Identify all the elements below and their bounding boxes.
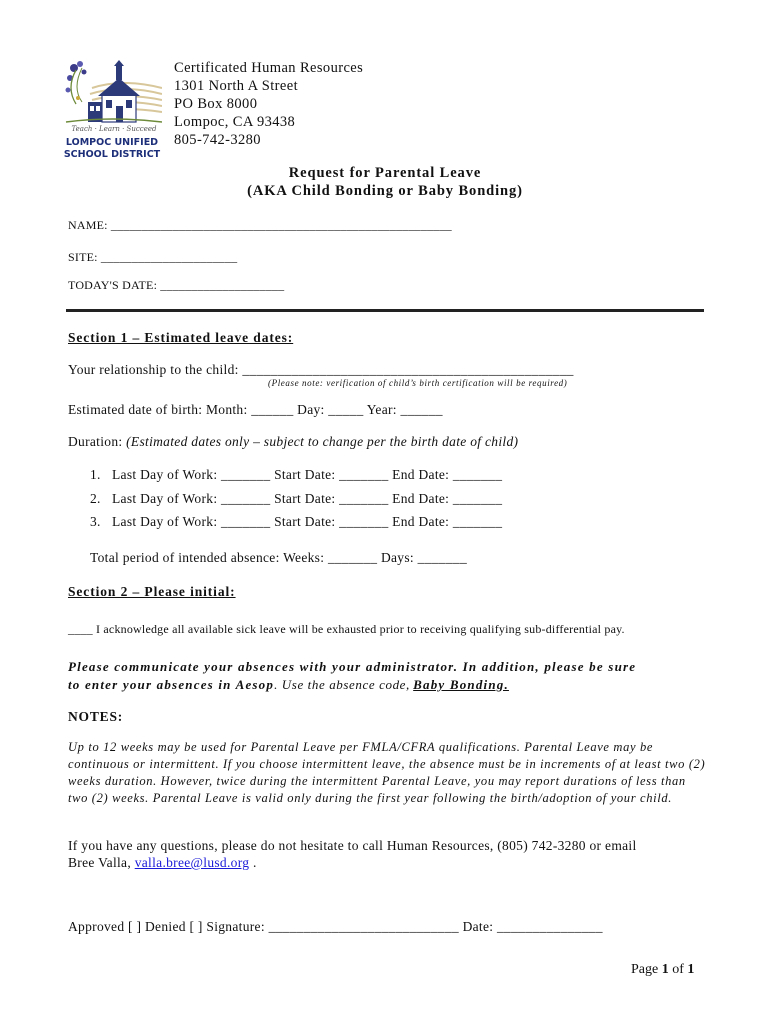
todays-date-field[interactable]: TODAY'S DATE: ____________________ <box>68 278 285 292</box>
instruction-plain: . Use the absence code, <box>274 677 410 692</box>
contact-name: Bree Valla, <box>68 855 135 870</box>
page-number: 1 <box>661 962 669 977</box>
relationship-note: (Please note: verification of child’s birth certification will be required) <box>268 378 568 388</box>
item-text: Last Day of Work: _______ Start Date: _______ End Date: _______ <box>112 491 503 506</box>
absence-code: Baby Bonding. <box>413 677 509 692</box>
form-title: Request for Parental Leave <box>288 165 482 181</box>
site-field[interactable]: SITE: ______________________ <box>68 250 238 264</box>
email-link[interactable]: valla.bree@lusd.org <box>134 855 250 870</box>
duration-note: (Estimated dates only – subject to change per the birth date of child) <box>126 434 519 449</box>
address-line: 805-742-3280 <box>174 132 261 148</box>
notes-body: Up to 12 weeks may be used for Parental Leave per FMLA/CFRA qualifications. Parental Leave may be continuous or intermittent. If you choose intermittent leave, the absence must be in increments of at least two (2) weeks duration. However, twice during the intermittent Parental Leave, you may report durations of less than two (2) weeks. Parental Leave is valid only during the first year following the birth/adoption of your child. <box>68 740 706 805</box>
item-number: 3. <box>90 514 101 529</box>
address-block <box>174 59 363 149</box>
contact-line2 <box>68 855 257 871</box>
acknowledge-initial-field[interactable]: ____ I acknowledge all available sick leave will be exhausted prior to receiving qualifying sub-differential pay. <box>68 622 625 636</box>
page-total: 1 <box>687 962 695 977</box>
leave-period-row[interactable] <box>90 491 502 507</box>
instruction-line2 <box>68 677 509 693</box>
birth-date-field[interactable]: Estimated date of birth: Month: ______ Day: _____ Year: ______ <box>68 402 443 417</box>
item-text: Last Day of Work: _______ Start Date: _______ End Date: _______ <box>112 514 503 529</box>
leave-period-row[interactable] <box>90 514 502 530</box>
item-text: Last Day of Work: _______ Start Date: _______ End Date: _______ <box>112 467 503 482</box>
notes-heading: NOTES: <box>68 709 124 724</box>
district-logo <box>62 58 162 170</box>
contact-line1: If you have any questions, please do not hesitate to call Human Resources, (805) 742-3280 or email <box>68 838 637 853</box>
relationship-field[interactable]: Your relationship to the child: _______________________________________________ <box>68 362 574 377</box>
duration-label: Duration: <box>68 434 127 449</box>
form-subtitle: (AKA Child Bonding or Baby Bonding) <box>247 183 523 199</box>
instruction-aesop: to enter your absences in Aesop <box>68 677 275 692</box>
address-line: Lompoc, CA 93438 <box>174 114 296 130</box>
address-line: 1301 North A Street <box>174 78 298 94</box>
page-label: Page <box>631 962 662 977</box>
name-field[interactable]: NAME: _______________________________________________________ <box>68 218 452 232</box>
leave-period-row[interactable] <box>90 467 502 483</box>
total-absence-field[interactable]: Total period of intended absence: Weeks: _______ Days: _______ <box>90 550 467 565</box>
section1-heading: Section 1 – Estimated leave dates: <box>68 330 294 345</box>
divider <box>66 309 704 312</box>
item-number: 1. <box>90 467 101 482</box>
logo-line2: SCHOOL DISTRICT <box>63 149 161 160</box>
address-line: PO Box 8000 <box>174 96 258 112</box>
contact-suffix: . <box>249 855 257 870</box>
instruction-line1: Please communicate your absences with your administrator. In addition, please be sure <box>68 659 637 674</box>
of-label: of <box>668 962 688 977</box>
section2-heading: Section 2 – Please initial: <box>68 584 236 599</box>
address-line: Certificated Human Resources <box>174 60 364 76</box>
logo-line1: LOMPOC UNIFIED <box>65 137 159 148</box>
duration-line <box>68 434 518 450</box>
approval-line[interactable]: Approved [ ] Denied [ ] Signature: ___________________________ Date: _______________ <box>68 919 603 934</box>
item-number: 2. <box>90 491 101 506</box>
page-indicator <box>631 962 694 978</box>
logo-motto: Teach · Learn · Succeed <box>71 125 157 133</box>
